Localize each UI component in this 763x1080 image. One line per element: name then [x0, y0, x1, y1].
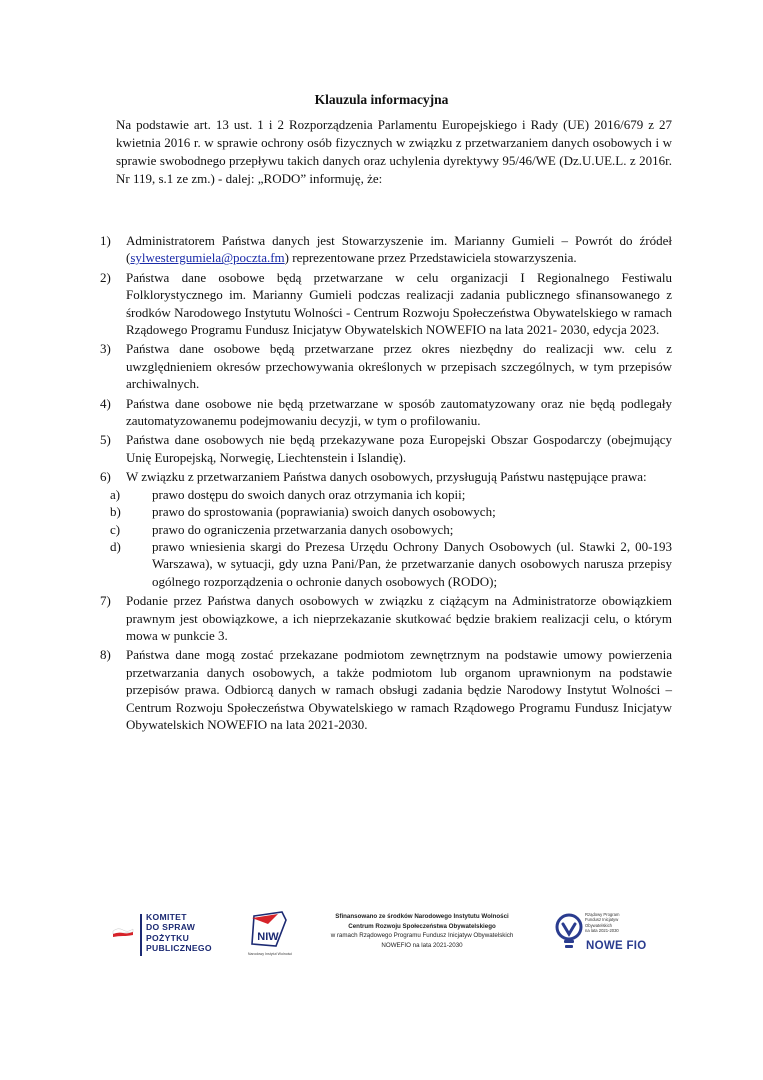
kpp-line: KOMITET [146, 912, 187, 922]
niw-emblem-icon [246, 910, 294, 950]
funding-note [316, 912, 528, 950]
right-text: prawo do sprostowania (poprawiania) swoich danych osobowych; [152, 504, 496, 520]
clause-number: 3) [100, 341, 111, 357]
clause-number: 1) [100, 233, 111, 248]
clause-text: W związku z przetwarzaniem Państwa danych osobowych, przysługują Państwu następujące prawa: [126, 469, 647, 485]
clause-text: Administratorem Państwa danych jest Stowarzyszenie im. Marianny Gumieli – Powrót do źródeł [126, 233, 672, 248]
clause-item-5 [100, 431, 672, 466]
nowefio-small-line: na lata 2021-2030 [585, 928, 619, 934]
clause-text: Państwa dane osobowe będą przetwarzane w celu organizacji I Regionalnego Festiwalu Folklorystycznego im. Marianny Gumieli podczas realizacji zadania publicznego sfinansowanego z środków Narodowego Instytutu Wolności - Centrum Rozwoju Społeczeństwa Obywatelskiego w ramach Rządowego Programu Fundusz Inicjatyw Obywatelskich NOWEFIO na lata 2021- 2030, edycja 2023. [126, 269, 672, 338]
email-link[interactable]: sylwestergumiela@poczta.fm [130, 250, 285, 266]
kpp-logo-text [146, 912, 212, 954]
clause-item-6 [100, 468, 672, 590]
niw-letters: NIW [257, 931, 279, 943]
kpp-line: POŻYTKU [146, 932, 190, 943]
nowefio-small-text [585, 912, 643, 934]
right-item-c [100, 521, 672, 538]
rights-list [110, 486, 672, 590]
footer-logos [0, 900, 763, 970]
right-item-b [100, 503, 672, 520]
clause-item-4 [100, 395, 672, 430]
funding-line-2: Centrum Rozwoju Społeczeństwa Obywatelskiego [348, 922, 496, 930]
right-letter: d) [110, 538, 121, 554]
clause-text: Państwa dane mogą zostać przekazane podmiotom zewnętrznym na podstawie umowy powierzenia przetwarzania danych osobowych, a także podmiotom lub organom uprawnionym na podstawie przepisów prawa. Odbiorcą danych w ramach obsługi zadania będzie Narodowy Instytut Wolności – Centrum Rozwoju Społeczeństwa Obywatelskiego w ramach Rządowego Programu Fundusz Inicjatyw Obywatelskich NOWEFIO na lata 2021-2030. [126, 647, 672, 732]
nowefio-small-line: Obywatelskich [585, 922, 612, 928]
niw-caption: Narodowy Instytut Wolności [247, 952, 293, 956]
clause-text: Państwa dane osobowych nie będą przekazywane poza Europejski Obszar Gospodarczy (obejmujący Unię Europejską, Norwegię, Liechtenstein i Islandię). [126, 432, 672, 465]
kpp-line: DO SPRAW [146, 922, 196, 933]
clause-item-3 [100, 340, 672, 392]
logo-divider [140, 914, 142, 956]
clause-number: 8) [100, 647, 111, 663]
clause-number: 6) [100, 469, 111, 485]
clause-number: 5) [100, 432, 111, 448]
nowefio-small-line: Rządowy Program [585, 912, 620, 917]
clause-item-8 [100, 646, 672, 733]
bulb-icon [554, 912, 584, 952]
clause-text: Państwa dane osobowe będą przetwarzane przez okres niezbędny do realizacji ww. celu z uwzględnieniem okresów przechowywania określonych w przepisach szczególnych, w tym przepisów archiwalnych. [126, 341, 672, 392]
clause-item-2 [100, 269, 672, 339]
right-letter: c) [110, 521, 121, 537]
clause-number: 4) [100, 395, 111, 411]
document-title: Klauzula informacyjna [314, 92, 449, 107]
right-text: prawo wniesienia skargi do Prezesa Urzędu Ochrony Danych Osobowych (ul. Stawki 2, 00-193 Warszawa), w sytuacji, gdy uzna Pani/Pan, że przetwarzanie danych osobowych narusza przepisy ogólnego rozporządzenia o ochronie danych osobowych (RODO); [152, 538, 672, 589]
intro-paragraph: Na podstawie art. 13 ust. 1 i 2 Rozporządzenia Parlamentu Europejskiego i Rady (UE) 2016/679 z 27 kwietnia 2016 r. w sprawie ochrony osób fizycznych w związku z przetwarzaniem danych osobowych i w sprawie swobodnego przepływu takich danych oraz uchylenia dyrektywy 95/46/WE (Dz.U.UE.L. z 2016r. Nr 119, s.1 ze zm.) - dalej: „RODO” informuję, że: [116, 117, 672, 186]
clause-item-1: 1) Administratorem Państwa danych jest Stowarzyszenie im. Marianny Gumieli – Powrót do źródeł (sylwestergumiela@poczta.fm) reprezentowane przez Przedstawiciela stowarzyszenia. [100, 233, 672, 266]
right-letter: b) [110, 504, 121, 520]
right-item-a [100, 486, 672, 503]
niw-logo [246, 910, 294, 960]
kpp-line: PUBLICZNEGO [146, 943, 212, 954]
right-text: prawo dostępu do swoich danych oraz otrzymania ich kopii; [152, 486, 466, 502]
nowefio-logo [552, 910, 652, 962]
clause-text-end: ) reprezentowane przez Przedstawiciela stowarzyszenia. [284, 250, 577, 266]
polish-flag-icon [112, 926, 134, 938]
clause-number: 7) [100, 593, 111, 609]
clause-list [100, 232, 672, 735]
right-item-d [100, 538, 672, 590]
right-letter: a) [110, 486, 121, 502]
nowefio-small-line: Fundusz Inicjatyw [585, 917, 619, 923]
right-text: prawo do ograniczenia przetwarzania danych osobowych; [152, 521, 454, 537]
funding-line-4: NOWEFIO na lata 2021-2030 [381, 941, 463, 949]
clause-text: Podanie przez Państwa danych osobowych w związku z ciążącym na Administratorze obowiązkiem prawnym jest obowiązkowe, a ich nieprzekazanie skutkować będzie brakiem realizacji celu, o którym mowa w punkcie 3. [126, 593, 672, 643]
funding-line-1: Sfinansowano ze środków Narodowego Instytutu Wolności [335, 913, 509, 920]
clause-text: Państwa dane osobowe nie będą przetwarzane w sposób zautomatyzowany oraz nie będą podlegały zautomatyzowanemu podejmowaniu decyzji, w tym o profilowaniu. [126, 395, 672, 429]
kpp-logo [112, 912, 222, 958]
clause-item-7 [100, 592, 672, 644]
clause-number: 2) [100, 269, 111, 285]
funding-line-3: w ramach Rządowego Programu Fundusz Inicjatyw Obywatelskich [330, 932, 514, 940]
nowefio-title: NOWE FIO [586, 940, 647, 952]
